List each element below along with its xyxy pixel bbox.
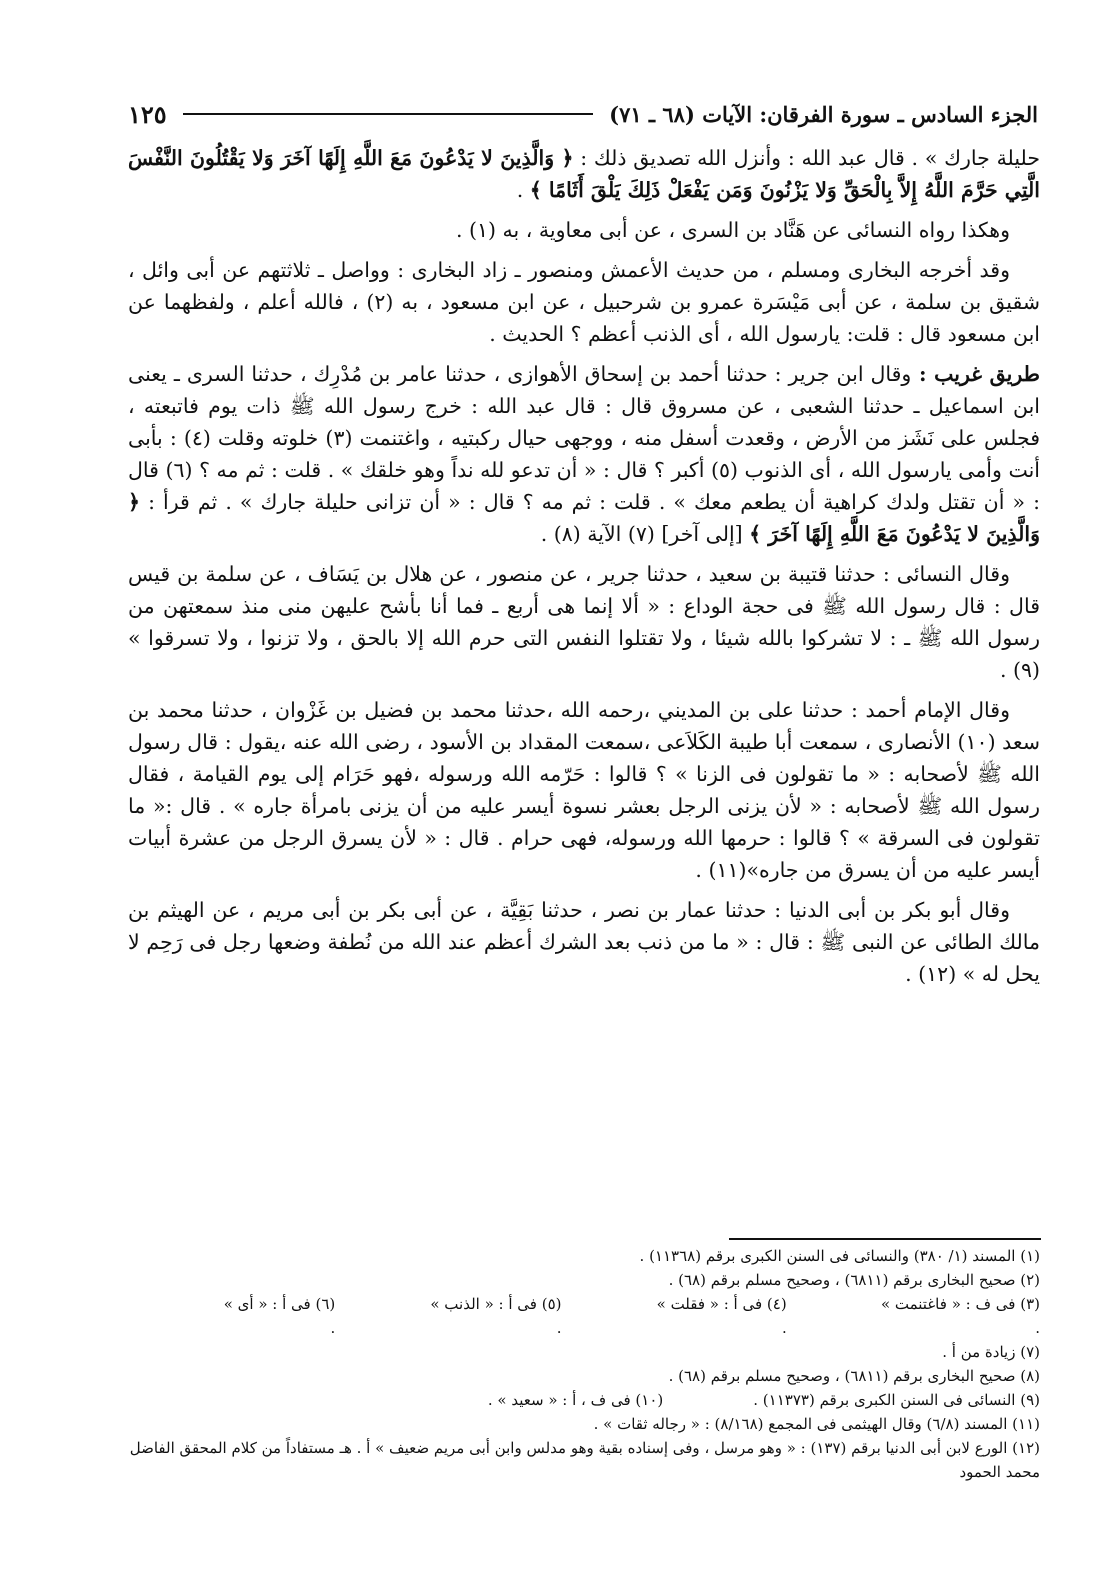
footnote-11: (١١) المسند (٦/٨) وقال الهيثمى فى المجمع (٨/١٦٨) : « رجاله ثقات » . bbox=[593, 1415, 1040, 1433]
footnote-3: (٣) فى ف : « فاغتنمت » . bbox=[880, 1295, 1040, 1337]
paragraph-5: وقال النسائى : حدثنا قتيبة بن سعيد ، حدثنا جرير ، عن منصور ، عن هلال بن يَسَاف ، عن سلمة بن قيس قال : قال رسول الله ﷺ فى حجة الوداع : « ألا إنما هى أربع ـ فما أنا بأشح عليهن منى منذ سمعتهن من رسول الله ﷺ ـ : لا تشركوا بالله شيئا ، ولا تقتلوا النفس التى حرم الله إلا بالحق ، ولا تزنوا ، ولا تسرقوا » (٩) . bbox=[128, 562, 1040, 682]
section-lead: طريق غريب : bbox=[911, 362, 1040, 386]
paragraph-6: وقال الإمام أحمد : حدثنا على بن المديني ،رحمه الله ،حدثنا محمد بن فضيل بن غَزْوان ، حدثنا محمد بن سعد (١٠) الأنصارى ، سمعت أبا طيبة الكَلاَعى ،سمعت المقداد بن الأسود ، رضى الله عنه ،يقول : قال رسول الله ﷺ لأصحابه : « ما تقولون فى الزنا » ؟ قالوا : حَرّمه الله ورسوله ،فهو حَرَام إلى يوم القيامة ، فقال رسول الله ﷺ لأصحابه : « لأن يزنى الرجل بعشر نسوة أيسر عليه من أن يزنى بامرأة جاره » . قال :« ما تقولون فى السرقة » ؟ قالوا : حرمها الله ورسوله، فهى حرام . قال : « لأن يسرق الرجل من عشرة أبيات أيسر عليه من أن يسرق من جاره»(١١) . bbox=[128, 698, 1040, 882]
paragraph-1 bbox=[128, 142, 1040, 206]
paragraph-4-text: وقال ابن جرير : حدثنا أحمد بن إسحاق الأهوازى ، حدثنا عامر بن مُدْرِك ، حدثنا السرى ـ يعنى ابن اسماعيل ـ حدثنا الشعبى ، عن مسروق قال : قال عبد الله : خرج رسول الله ﷺ ذات يوم فاتبعته ، فجلس على نَشَز من الأرض ، وقعدت أسفل منه ، ووجهى حيال ركبتيه ، واغتنمت (٣) خلوته وقلت (٤) : بأبى أنت وأمى يارسول الله ، أى الذنوب (٥) أكبر ؟ قال : « أن تدعو لله نداً وهو خلقك » . قلت : ثم مه ؟ (٦) قال : « أن تقتل ولدك كراهية أن يطعم معك » . قلت : ثم مه ؟ قال : « أن تزانى حليلة جارك » . ثم قرأ : bbox=[128, 362, 1040, 514]
main-text bbox=[128, 142, 1040, 998]
footnote-1: (١) المسند (١/ ٣٨٠) والنسائى فى السنن الكبرى برقم (١١٣٦٨) . bbox=[639, 1247, 1040, 1265]
footnote-12: (١٢) الورع لابن أبى الدنيا برقم (١٣٧) : « وهو مرسل ، وفى إسناده بقية وهو مدلس وابن أبى مريم ضعيف » أ . هـ مستفاداً من كلام المحقق الفاضل محمد الحمود bbox=[129, 1439, 1040, 1481]
footnote-4: (٤) فى أ : « فقلت » . bbox=[656, 1295, 787, 1337]
footnotes bbox=[128, 1244, 1040, 1484]
paragraph-4-end: [إلى آخر] (٧) الآية (٨) . bbox=[540, 522, 750, 546]
running-header bbox=[128, 92, 1038, 136]
footnote-rule bbox=[729, 1238, 1041, 1240]
header-title: الجزء السادس ـ سورة الفرقان: الآيات (٦٨ ـ ٧١) bbox=[609, 101, 1038, 127]
footnote-row-3-6 bbox=[128, 1292, 1040, 1340]
page-number: ١٢٥ bbox=[128, 99, 167, 129]
header-rule bbox=[183, 113, 593, 115]
paragraph-2: وهكذا رواه النسائى عن هَنَّاد بن السرى ، عن أبى معاوية ، به (١) . bbox=[455, 218, 1010, 242]
footnote-2: (٢) صحيح البخارى برقم (٦٨١١) ، وصحيح مسلم برقم (٦٨) . bbox=[668, 1271, 1040, 1289]
paragraph-1-text: حليلة جارك » . قال عبد الله : وأنزل الله تصديق ذلك : bbox=[573, 146, 1040, 170]
footnote-8: (٨) صحيح البخارى برقم (٦٨١١) ، وصحيح مسلم برقم (٦٨) . bbox=[668, 1367, 1040, 1385]
footnote-5: (٥) فى أ : « الذنب » . bbox=[430, 1295, 562, 1337]
footnote-10: (١٠) فى ف ، أ : « سعيد » . bbox=[487, 1391, 664, 1409]
paragraph-3: وقد أخرجه البخارى ومسلم ، من حديث الأعمش ومنصور ـ زاد البخارى : وواصل ـ ثلاثتهم عن أبى وائل ، شقيق بن سلمة ، عن أبى مَيْسَرة عمرو بن شرحبيل ، عن ابن مسعود ، به (٢) ، فالله أعلم ، ولفظهما عن ابن مسعود قال : قلت: يارسول الله ، أى الذنب أعظم ؟ الحديث . bbox=[128, 258, 1040, 346]
footnote-6: (٦) فى أ : « أى » . bbox=[223, 1295, 336, 1337]
quran-verse: ﴿ وَالَّذِينَ لا يَدْعُونَ مَعَ اللَّهِ إِلَهًا آخَرَ وَلا يَقْتُلُونَ النَّفْسَ الَّتِي حَرَّمَ اللَّهُ إِلاَّ بِالْحَقِّ وَلا يَزْنُونَ وَمَن يَفْعَلْ ذَلِكَ يَلْقَ أَثَامًا ﴾ bbox=[128, 146, 1040, 202]
paragraph-1-end: . bbox=[516, 178, 530, 202]
footnote-9: (٩) النسائى فى السنن الكبرى برقم (١١٣٧٣) . bbox=[753, 1391, 1040, 1409]
footnote-row-9-10 bbox=[128, 1388, 1040, 1412]
paragraph-4 bbox=[128, 358, 1040, 550]
paragraph-7: وقال أبو بكر بن أبى الدنيا : حدثنا عمار بن نصر ، حدثنا بَقِيَّة ، عن أبى بكر بن أبى مريم ، عن الهيثم بن مالك الطائى عن النبى ﷺ : قال : « ما من ذنب بعد الشرك أعظم عند الله من نُطفة وضعها رجل فى رَحِم لا يحل له » (١٢) . bbox=[128, 898, 1040, 986]
footnote-7: (٧) زيادة من أ . bbox=[942, 1343, 1040, 1361]
quran-verse-2: ﴿ وَالَّذِينَ لا يَدْعُونَ مَعَ اللَّهِ إِلَهًا آخَرَ ﴾ bbox=[128, 490, 1040, 546]
